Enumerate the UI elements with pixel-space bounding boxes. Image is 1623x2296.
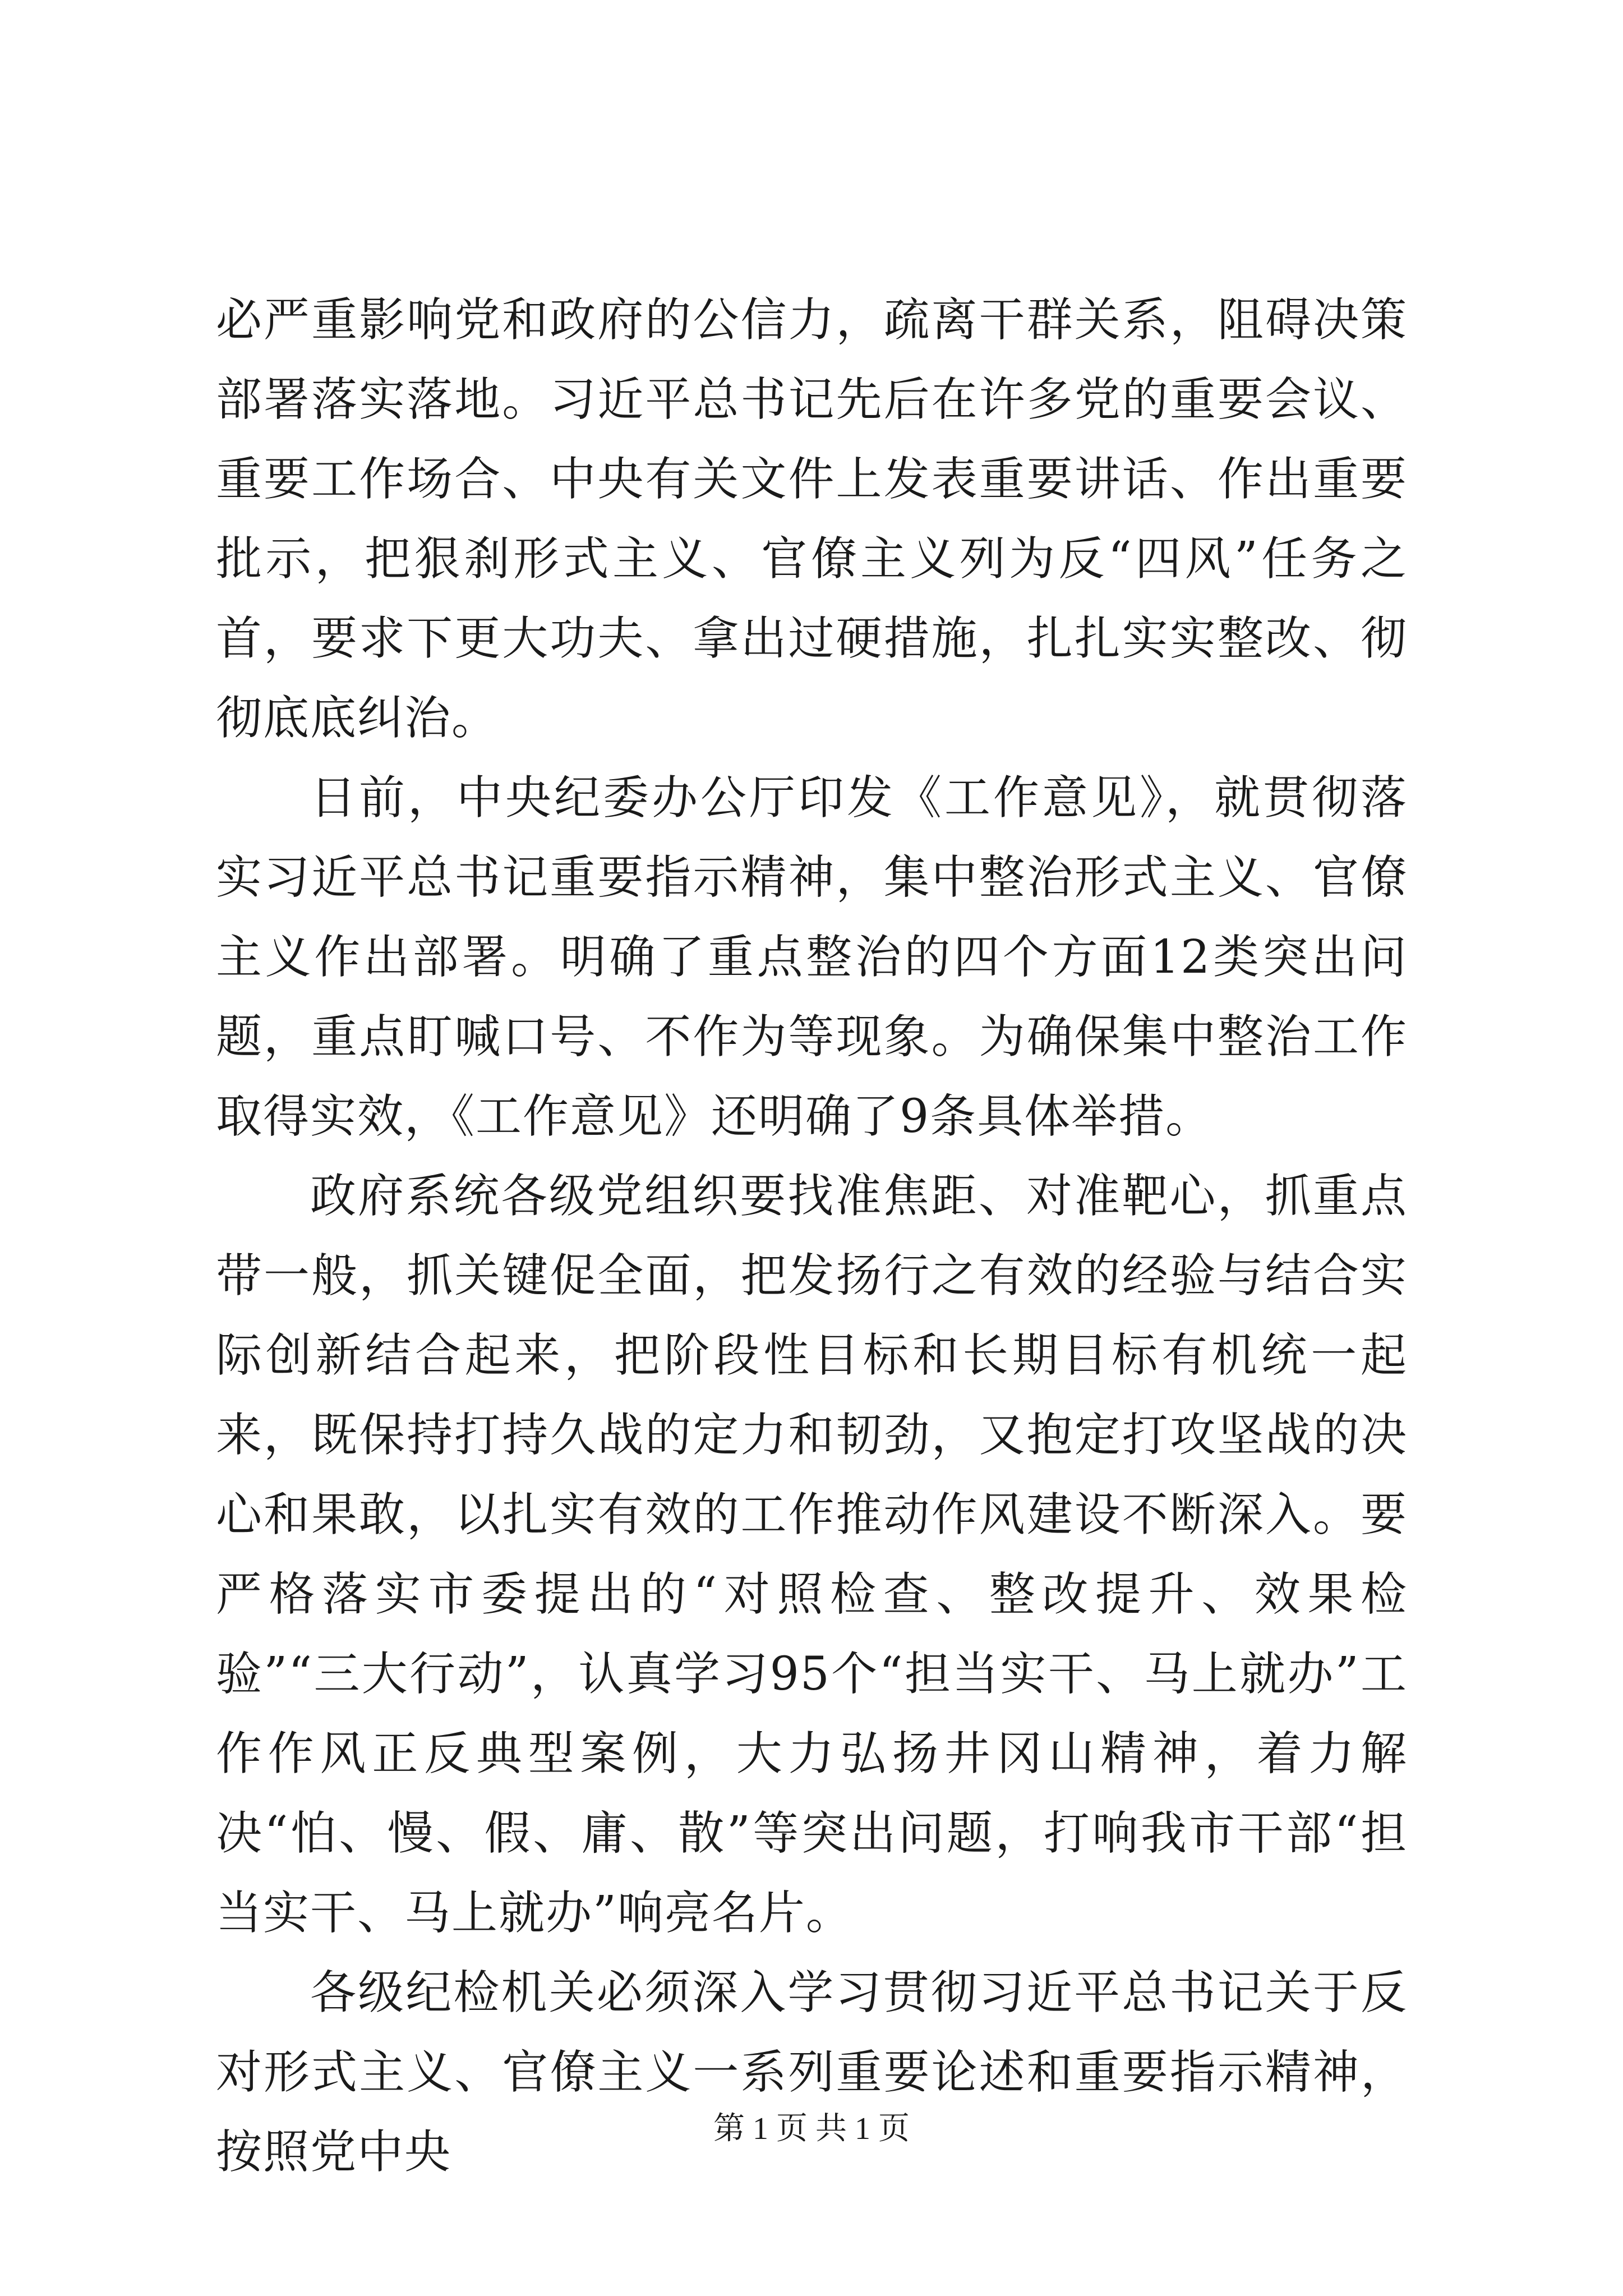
paragraph-2: 日前，中央纪委办公厅印发《工作意见》，就贯彻落实习近平总书记重要指示精神，集中整治形式主义、官僚主义作出部署。明确了重点整治的四个方面12类突出问题，重点盯喊口号、不作为等现象。为确保集中整治工作取得实效，《工作意见》还明确了9条具体举措。 — [216, 771, 1408, 1143]
paragraph-3: 政府系统各级党组织要找准焦距、对准靶心，抓重点带一般，抓关键促全面，把发扬行之有效的经验与结合实际创新结合起来，把阶段性目标和长期目标有机统一起来，既保持打持久战的定力和韧劲，又抱定打攻坚战的决心和果敢，以扎实有效的工作推动作风建设不断深入。要严格落实市委提出的“对照检查、整改提升、效果检验”“三大行动”，认真学习95个“担当实干、马上就办”工作作风正反典型案例，大力弘扬井冈山精神，着力解决“怕、慢、假、庸、散”等突出问题，打响我市干部“担当实干、马上就办”响亮名片。 — [216, 1170, 1408, 1940]
page-number-label: 第 1 页 共 1 页 — [713, 2111, 910, 2146]
document-body — [216, 280, 1408, 2192]
page-footer — [0, 2109, 1623, 2148]
paragraph-4: 各级纪检机关必须深入学习贯彻习近平总书记关于反对形式主义、官僚主义一系列重要论述和重要指示精神，按照党中央 — [216, 1966, 1408, 2179]
paragraph-1: 必严重影响党和政府的公信力，疏离干群关系，阻碍决策部署落实落地。习近平总书记先后在许多党的重要会议、重要工作场合、中央有关文件上发表重要讲话、作出重要批示，把狠刹形式主义、官僚主义列为反“四风”任务之首，要求下更大功夫、拿出过硬措施，扎扎实实整改、彻彻底底纠治。 — [216, 293, 1408, 745]
